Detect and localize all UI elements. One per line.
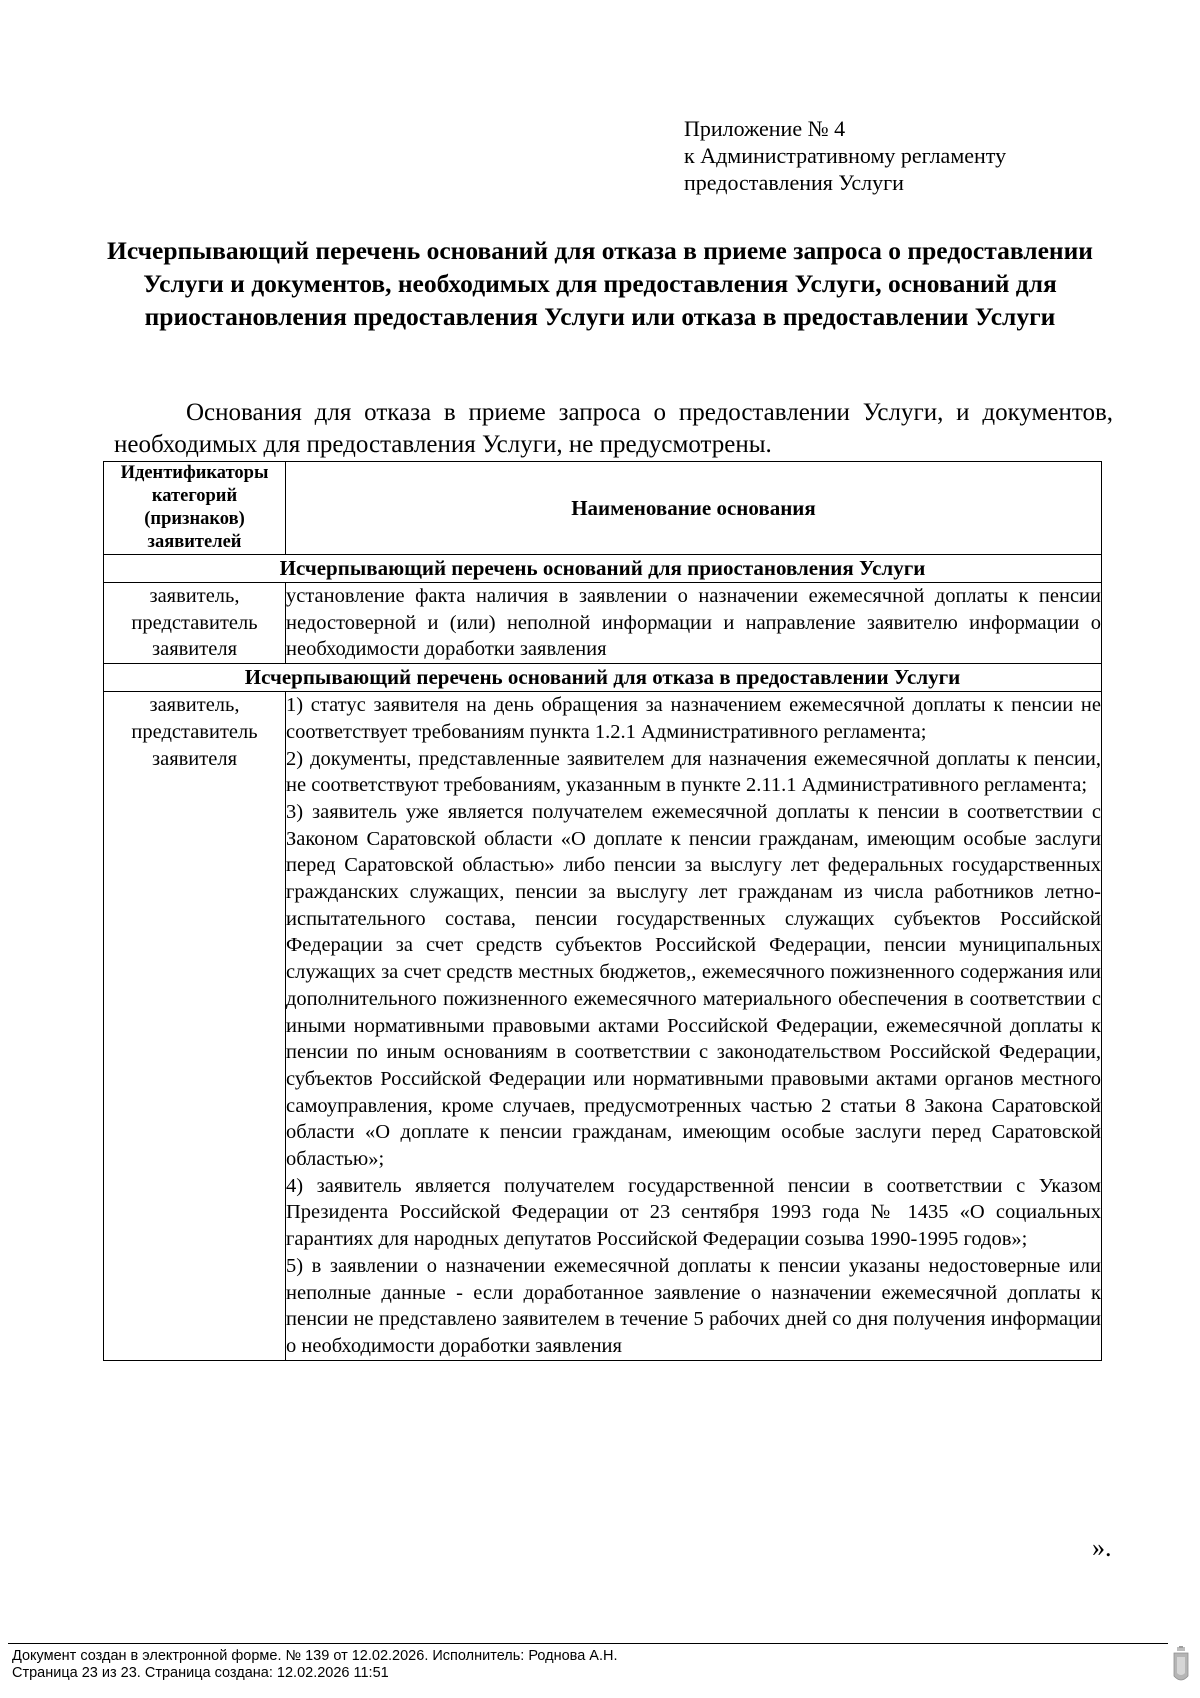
applicant-category: заявитель, представитель заявителя	[104, 583, 286, 664]
section-title-refusal: Исчерпывающий перечень оснований для отказа в предоставлении Услуги	[104, 664, 1102, 692]
ground-item: 5) в заявлении о назначении ежемесячной доплаты к пенсии указаны недостоверные или неполные данные - если доработанное заявление о назначении ежемесячной доплаты к пенсии не представлено заявителем в течение 5 рабочих дней со дня получения информации о необходимости доработки заявления	[286, 1254, 1101, 1357]
closing-quote: ».	[1092, 1533, 1112, 1562]
header-applicant-ids: Идентификаторы категорий (признаков) заявителей	[104, 462, 286, 555]
ground-item: 4) заявитель является получателем государственной пенсии в соответствии с Указом Президента Российской Федерации от 23 сентября 1993 года № 1435 «О социальных гарантиях для народных депутатов Российской Федерации созыва 1990-1995 годов»;	[286, 1174, 1101, 1251]
intro-text: Основания для отказа в приеме запроса о предоставлении Услуги, и документов, необходимых для предоставления Услуги, не предусмотрены.	[114, 399, 1113, 458]
section-title-suspension: Исчерпывающий перечень оснований для приостановления Услуги	[104, 555, 1102, 583]
ground-item: 2) документы, представленные заявителем для назначения ежемесячной доплаты к пенсии, не соответствуют требованиям, указанным в пункте 2.11.1 Административного регламента;	[286, 747, 1101, 797]
ground-item: 1) статус заявителя на день обращения за назначением ежемесячной доплаты к пенсии не соответствует требованиям пункта 1.2.1 Административного регламента;	[286, 694, 1101, 743]
document-title: Исчерпывающий перечень оснований для отказа в приеме запроса о предоставлении Услуги и документов, необходимых для предоставления Услуги, оснований для приостановления предоставления Услуги или отказа в предоставлении Услуги	[107, 236, 1093, 331]
coat-of-arms-icon	[1172, 1646, 1190, 1684]
table-header-row	[104, 462, 1102, 555]
ground-item: установление факта наличия в заявлении о назначении ежемесячной доплаты к пенсии недостоверной и (или) неполной информации и направление заявителю информации о необходимости доработки заявления	[286, 585, 1101, 661]
header-ground-name: Наименование основания	[286, 462, 1102, 555]
footer-creation-info: Документ создан в электронной форме. № 139 от 12.02.2026. Исполнитель: Роднова А.Н.	[12, 1648, 618, 1664]
appendix-reference: к Административному регламенту	[684, 143, 1007, 168]
intro-paragraph	[114, 397, 1113, 461]
section-row-suspension	[104, 555, 1102, 583]
ground-text	[286, 583, 1102, 664]
ground-list	[286, 692, 1102, 1361]
grounds-table	[103, 461, 1102, 1361]
appendix-note	[684, 115, 1006, 196]
table-row	[104, 583, 1102, 664]
ground-item: 3) заявитель уже является получателем ежемесячной доплаты к пенсии в соответствии с Законом Саратовской области «О доплате к пенсии гражданам, имеющим особые заслуги перед Саратовской областью» либо пенсии за выслугу лет федеральных государственных гражданских служащих, пенсии за выслугу лет гражданам из числа работников летно-испытательного состава, пенсии государственных служащих субъектов Российской Федерации за счет средств субъектов Российской Федерации, пенсии муниципальных служащих за счет средств местных бюджетов,, ежемесячного пожизненного содержания или дополнительного пожизненного ежемесячного материального обеспечения в соответствии с иными нормативными правовыми актами Российской Федерации, ежемесячной доплаты к пенсии по иным основаниям в соответствии с законодательством Российской Федерации, субъектов Российской Федерации или нормативными правовыми актами органов местного самоуправления, кроме случаев, предусмотренных частью 2 статьи 8 Закона Саратовской области «О доплате к пенсии гражданам, имеющим особые заслуги перед Саратовской областью»;	[286, 800, 1101, 1171]
document-footer	[12, 1648, 618, 1682]
appendix-subject: предоставления Услуги	[684, 170, 904, 195]
section-row-refusal	[104, 664, 1102, 692]
footer-page-info: Страница 23 из 23. Страница создана: 12.02.2026 11:51	[12, 1665, 389, 1681]
appendix-number: Приложение № 4	[684, 116, 846, 141]
footer-divider	[8, 1643, 1168, 1644]
table-row	[104, 692, 1102, 1361]
applicant-category: заявитель, представитель заявителя	[104, 692, 286, 1361]
